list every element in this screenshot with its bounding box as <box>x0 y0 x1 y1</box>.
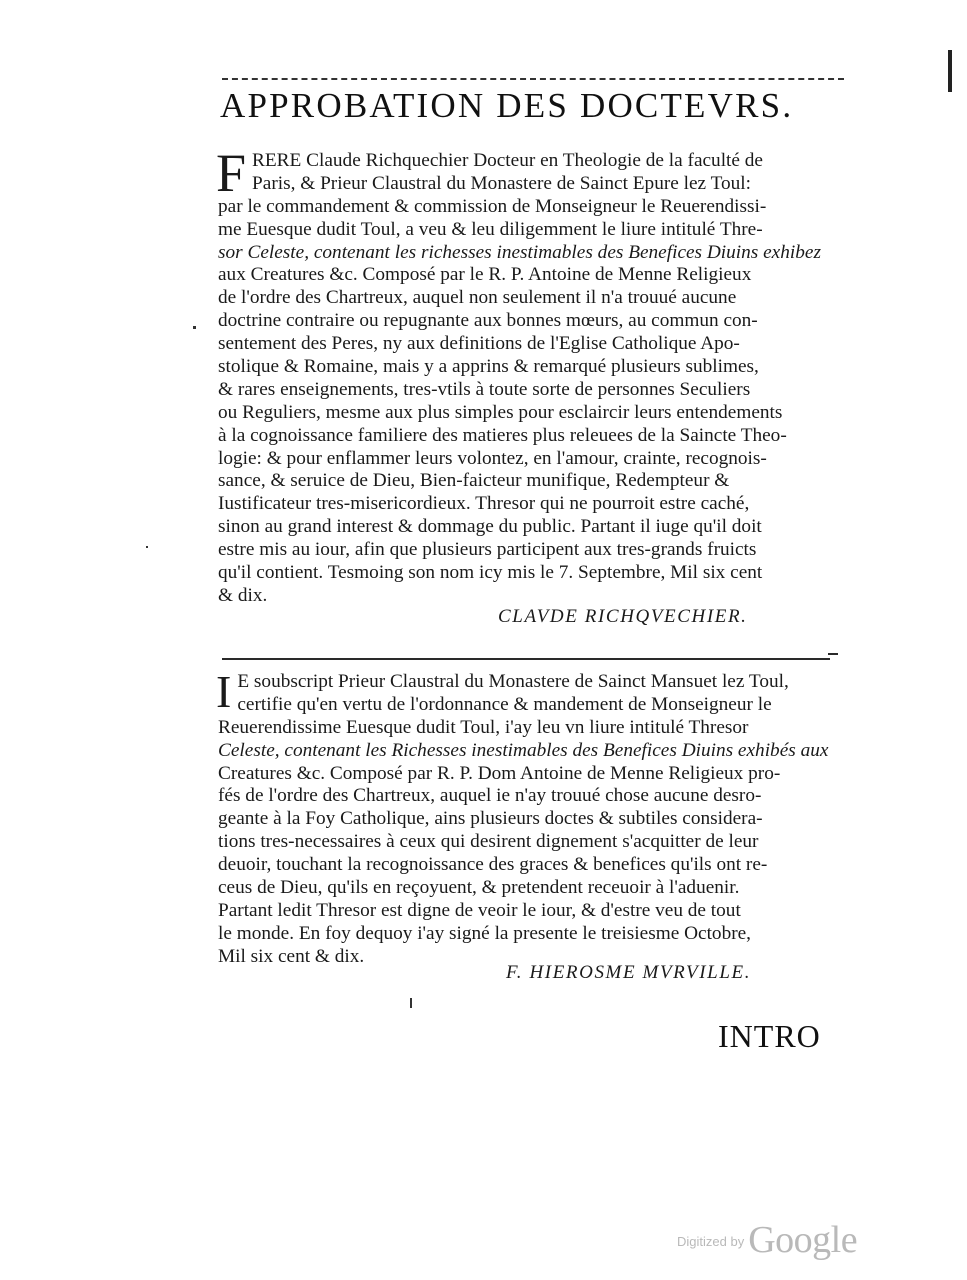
text-line: sentement des Peres, ny aux definitions de l'Eglise Catholique Apo- <box>218 333 740 355</box>
google-logo: Google <box>748 1219 858 1261</box>
page-edge-mark <box>948 50 952 92</box>
text-line: estre mis au iour, afin que plusieurs participent aux tres-grands fruicts <box>218 539 757 561</box>
drop-cap: I <box>216 666 232 717</box>
text-line: & dix. <box>218 584 268 606</box>
text-line: RERE Claude Richquechier Docteur en Theologie de la faculté de <box>252 150 763 171</box>
text-line: me Euesque dudit Toul, a veu & leu diligemment le liure intitulé Thre- <box>218 218 763 240</box>
signature-2: F. HIEROSME MVRVILLE. <box>506 962 752 983</box>
text-line: par le commandement & commission de Monseigneur le Reuerendissi- <box>218 195 767 217</box>
ink-speck <box>146 546 148 548</box>
ink-speck <box>193 326 196 329</box>
text-line: à la cognoissance familiere des matieres plus releuees de la Saincte Theo- <box>218 424 787 446</box>
text-line: ou Reguliers, mesme aux plus simples pour esclaircir leurs entendements <box>218 401 783 423</box>
text-line: E soubscript Prieur Claustral du Monastere de Sainct Mansuet lez Toul, <box>237 671 789 692</box>
text-line: Celeste, contenant les Richesses inestimables des Benefices Diuins exhibés aux <box>218 739 829 761</box>
text-line: & rares enseignements, tres-vtils à toute sorte de personnes Seculiers <box>218 378 751 400</box>
text-line: qu'il contient. Tesmoing son nom icy mis le 7. Septembre, Mil six cent <box>218 562 763 584</box>
text-line: Reuerendissime Euesque dudit Toul, i'ay leu vn liure intitulé Thresor <box>218 716 749 738</box>
text-line: tions tres-necessaires à ceux qui desirent dignement s'acquitter de leur <box>218 831 759 853</box>
digitized-watermark <box>677 1218 857 1262</box>
text-line: doctrine contraire ou repugnante aux bonnes mœurs, au commun con- <box>218 310 758 332</box>
text-line: geante à la Foy Catholique, ains plusieurs doctes & subtiles considera- <box>218 808 763 830</box>
text-line: Creatures &c. Composé par R. P. Dom Antoine de Menne Religieux pro- <box>218 762 781 784</box>
digitized-by-label: Digitized by <box>677 1234 745 1249</box>
text-line: sor Celeste, contenant les richesses inestimables des Benefices Diuins exhibez <box>218 241 821 263</box>
header-rule <box>222 78 844 80</box>
drop-cap: F <box>216 143 247 203</box>
approbation-2-text <box>216 666 858 969</box>
text-line: deuoir, touchant la recognoissance des graces & benefices qu'ils ont re- <box>218 854 768 876</box>
text-line: Iustificateur tres-misericordieux. Thresor qui ne pourroit estre caché, <box>218 493 750 515</box>
text-line: sinon au grand interest & dommage du public. Partant il iuge qu'il doit <box>218 516 762 538</box>
catchword: INTRO <box>718 1018 821 1054</box>
text-line: stolique & Romaine, mais y a apprins & remarqué plusieurs sublimes, <box>218 356 759 378</box>
text-line: logie: & pour enflammer leurs volontez, en l'amour, crainte, recognois- <box>218 447 767 469</box>
text-line: Paris, & Prieur Claustral du Monastere de Sainct Epure lez Toul: <box>252 172 752 194</box>
approbation-1-text <box>216 143 858 608</box>
text-line: de l'ordre des Chartreux, auquel non seulement il n'a trouué aucune <box>218 287 737 309</box>
text-line: certifie qu'en vertu de l'ordonnance & mandement de Monseigneur le <box>237 693 772 715</box>
text-line: ceus de Dieu, qu'ils en reçoyuent, & pretendent receuoir à l'aduenir. <box>218 877 740 899</box>
text-line: aux Creatures &c. Composé par le R. P. Antoine de Menne Religieux <box>218 264 752 286</box>
ink-speck <box>410 998 412 1008</box>
text-line: fés de l'ordre des Chartreux, auquel ie n'ay trouué chose aucune desro- <box>218 785 762 807</box>
text-line: sance, & seruice de Dieu, Bien-faicteur munifique, Redempteur & <box>218 470 730 492</box>
text-line: Partant ledit Thresor est digne de veoir le iour, & d'estre veu de tout <box>218 899 741 921</box>
page-title: APPROBATION DES DOCTEVRS. <box>220 86 794 125</box>
text-line: Mil six cent & dix. <box>218 945 365 967</box>
section-divider-end <box>828 653 838 665</box>
section-divider <box>222 658 830 660</box>
text-line: le monde. En foy dequoy i'ay signé la presente le treisiesme Octobre, <box>218 922 752 944</box>
signature-1: CLAVDE RICHQVECHIER. <box>498 606 748 627</box>
